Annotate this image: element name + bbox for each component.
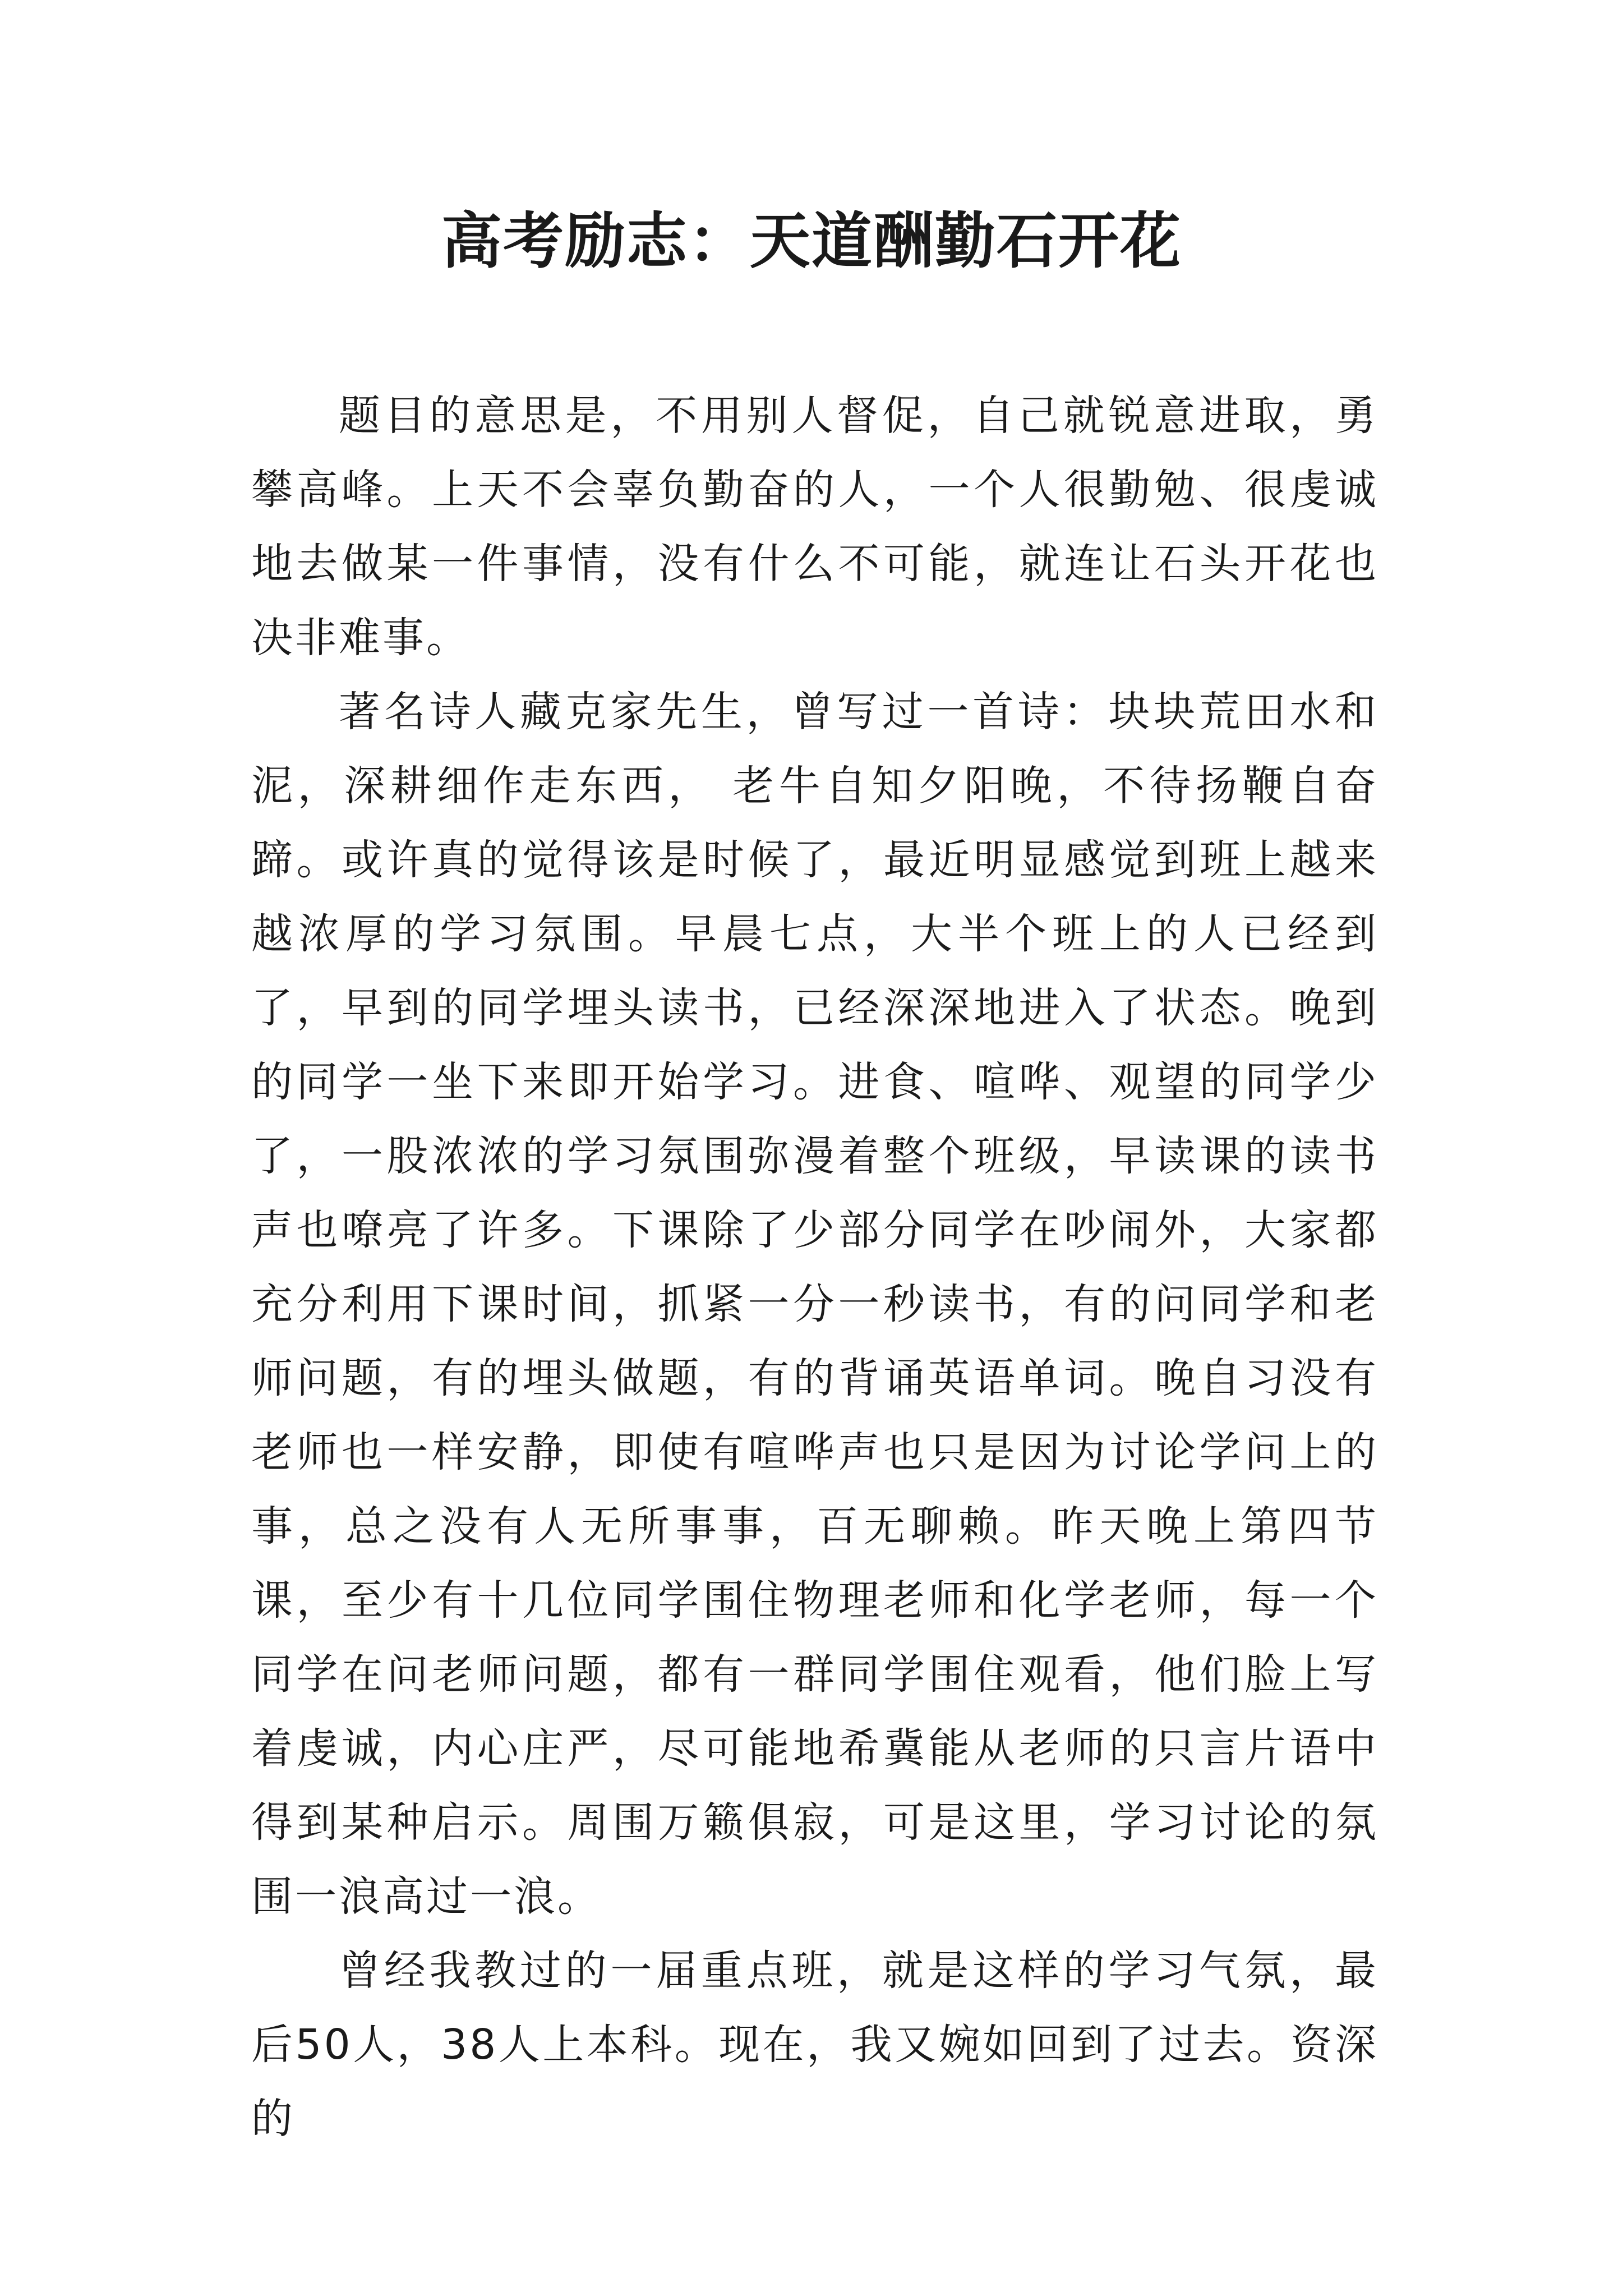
document-body	[251, 379, 1378, 2156]
paragraph-2: 著名诗人藏克家先生，曾写过一首诗：块块荒田水和泥，深耕细作走东西， 老牛自知夕阳晚，不待扬鞭自奋蹄。或许真的觉得该是时候了，最近明显感觉到班上越来越浓厚的学习氛围。早晨七点，大半个班上的人已经到了，早到的同学埋头读书，已经深深地进入了状态。晚到的同学一坐下来即开始学习。进食、喧哗、观望的同学少了，一股浓浓的学习氛围弥漫着整个班级，早读课的读书声也嘹亮了许多。下课除了少部分同学在吵闹外，大家都充分利用下课时间，抓紧一分一秒读书，有的问同学和老师问题，有的埋头做题，有的背诵英语单词。晚自习没有老师也一样安静，即使有喧哗声也只是因为讨论学问上的事，总之没有人无所事事，百无聊赖。昨天晚上第四节课，至少有十几位同学围住物理老师和化学老师，每一个同学在问老师问题，都有一群同学围住观看，他们脸上写着虔诚，内心庄严，尽可能地希冀能从老师的只言片语中得到某种启示。周围万籁俱寂，可是这里，学习讨论的氛围一浪高过一浪。	[251, 688, 1378, 1921]
paragraph-3: 曾经我教过的一届重点班，就是这样的学习气氛，最后50人，38人上本科。现在，我又婉如回到了过去。资深的	[251, 1947, 1378, 2143]
paragraph-1: 题目的意思是，不用别人督促，自己就锐意进取，勇攀高峰。上天不会辜负勤奋的人，一个人很勤勉、很虔诚地去做某一件事情，没有什么不可能，就连让石头开花也决非难事。	[251, 392, 1378, 662]
document-title: 高考励志：天道酬勤石开花	[441, 206, 1182, 277]
